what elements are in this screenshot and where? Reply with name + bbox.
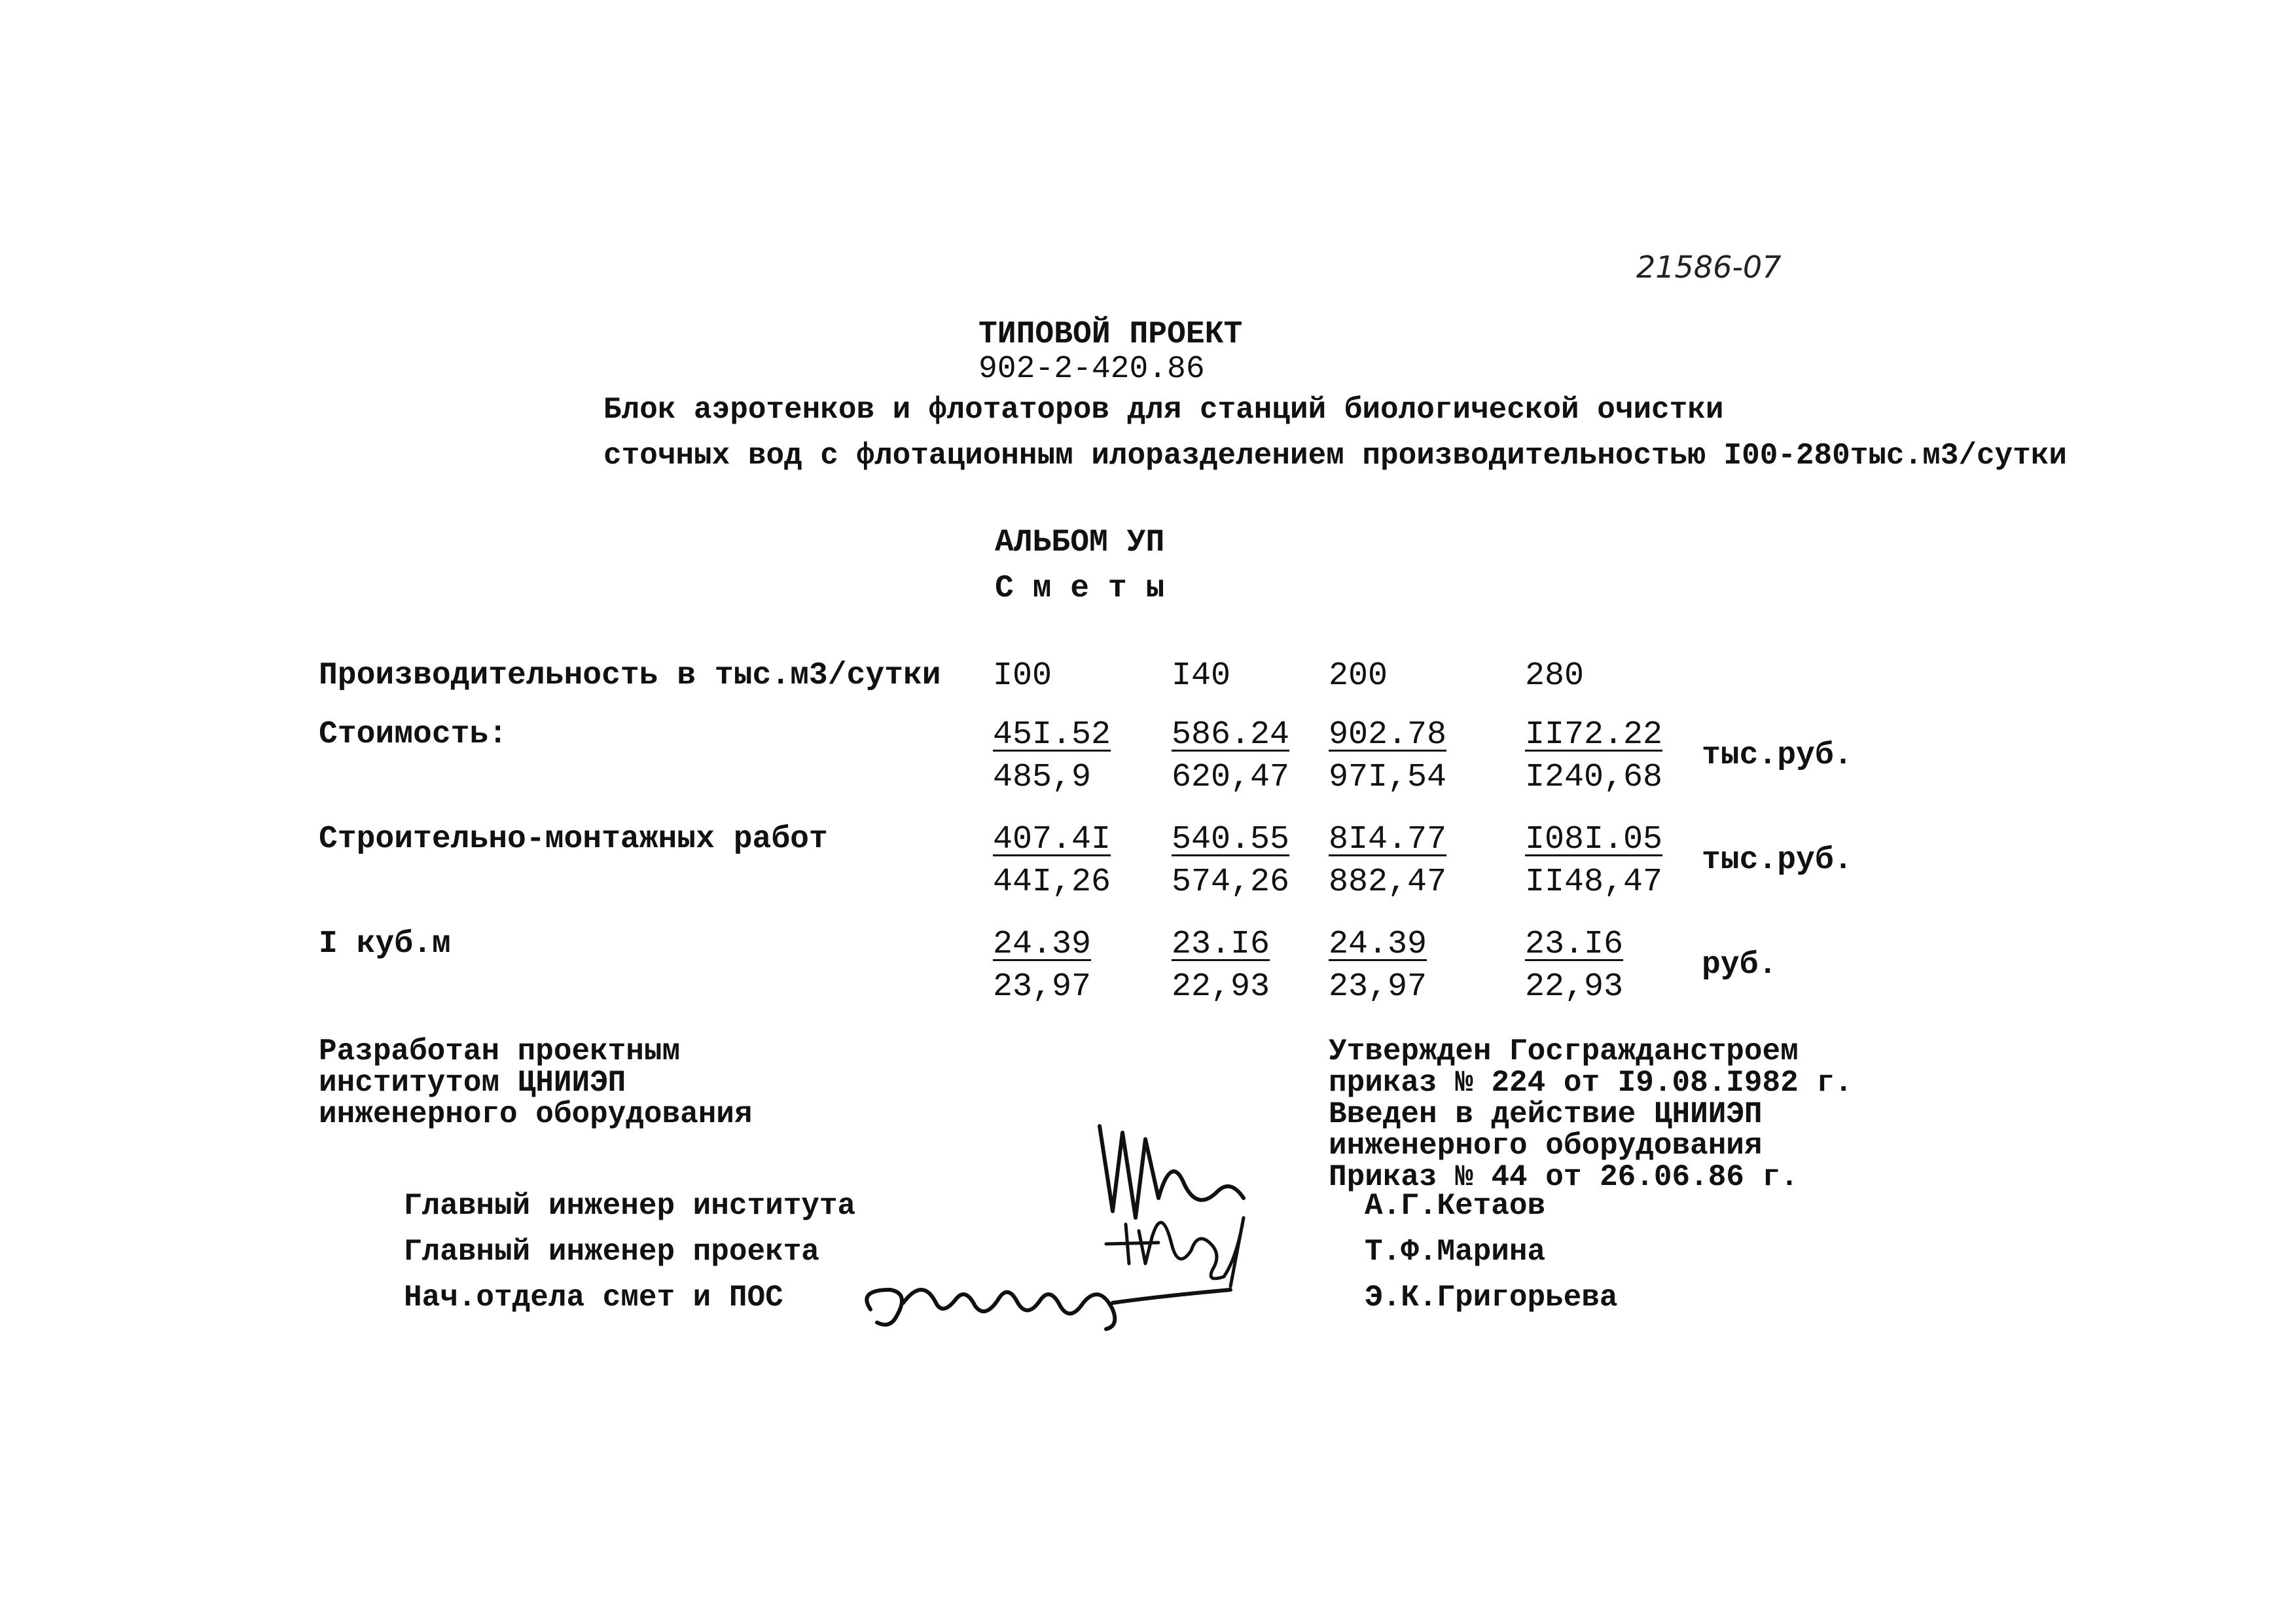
- cost-bottom-value: 485,9: [993, 759, 1092, 796]
- capacity-value: I40: [1172, 657, 1231, 695]
- row-label-per-cubic-meter: I куб.м: [319, 926, 451, 962]
- per-cubic-bottom-value: 23,97: [1329, 968, 1427, 1006]
- capacity-value: I00: [993, 657, 1052, 695]
- construction-bottom-value: 574,26: [1172, 864, 1290, 901]
- construction-bottom-value: II48,47: [1525, 864, 1663, 901]
- per-cubic-bottom-value: 22,93: [1525, 968, 1624, 1006]
- row-label-cost: Стоимость:: [319, 717, 508, 752]
- per-cubic-top-value: 23.I6: [1172, 926, 1270, 963]
- developer-line2: институтом ЦНИИЭП: [319, 1066, 626, 1100]
- cost-bottom-value: I240,68: [1525, 759, 1663, 796]
- developer-line3: инженерного оборудования: [319, 1097, 753, 1131]
- cost-top-value: II72.22: [1525, 716, 1663, 754]
- approval-line3: Введен в действие ЦНИИЭП: [1329, 1097, 1763, 1131]
- cost-top-value: 586.24: [1172, 716, 1290, 754]
- row-label-construction: Строительно-монтажных работ: [319, 822, 828, 857]
- approval-line1: Утвержден Госгражданстроем: [1329, 1034, 1799, 1068]
- signatory-position: Главный инженер института: [404, 1189, 856, 1223]
- per-cubic-unit: руб.: [1702, 947, 1778, 983]
- construction-top-value: 407.4I: [993, 821, 1111, 858]
- capacity-label: Производительность в тыс.м3/сутки: [319, 658, 941, 693]
- signatory-position: Нач.отдела смет и ПОС: [404, 1281, 783, 1315]
- per-cubic-bottom-value: 22,93: [1172, 968, 1270, 1006]
- construction-top-value: 540.55: [1172, 821, 1290, 858]
- per-cubic-top-value: 24.39: [993, 926, 1092, 963]
- signatory-name: Т.Ф.Марина: [1365, 1235, 1546, 1269]
- approval-line4: инженерного оборудования: [1329, 1129, 1763, 1163]
- cost-bottom-value: 97I,54: [1329, 759, 1447, 796]
- approval-line5: Приказ № 44 от 26.06.86 г.: [1329, 1160, 1799, 1194]
- album-title: АЛЬБОМ УП: [995, 525, 1165, 560]
- album-subtitle: С м е т ы: [995, 571, 1165, 606]
- cost-top-value: 902.78: [1329, 716, 1447, 754]
- project-type: ТИПОВОЙ ПРОЕКТ: [978, 317, 1243, 352]
- construction-top-value: 8I4.77: [1329, 821, 1447, 858]
- construction-top-value: I08I.05: [1525, 821, 1663, 858]
- construction-unit: тыс.руб.: [1702, 843, 1853, 878]
- cost-top-value: 45I.52: [993, 716, 1111, 754]
- signatory-name: Э.К.Григорьева: [1365, 1281, 1618, 1315]
- approval-line2: приказ № 224 от I9.08.I982 г.: [1329, 1066, 1853, 1100]
- developer-line1: Разработан проектным: [319, 1034, 681, 1068]
- capacity-value: 280: [1525, 657, 1585, 695]
- signatory-position: Главный инженер проекта: [404, 1235, 819, 1269]
- inventory-number: 21586-07: [1636, 249, 1782, 285]
- cost-bottom-value: 620,47: [1172, 759, 1290, 796]
- project-number: 902-2-420.86: [978, 352, 1205, 387]
- construction-bottom-value: 44I,26: [993, 864, 1111, 901]
- per-cubic-top-value: 23.I6: [1525, 926, 1624, 963]
- project-description-line2: сточных вод с флотационным илоразделением производительностью I00-280тыс.м3/сутки: [603, 439, 2067, 473]
- per-cubic-bottom-value: 23,97: [993, 968, 1092, 1006]
- construction-bottom-value: 882,47: [1329, 864, 1447, 901]
- cost-unit: тыс.руб.: [1702, 738, 1853, 773]
- capacity-value: 200: [1329, 657, 1388, 695]
- per-cubic-top-value: 24.39: [1329, 926, 1427, 963]
- signature-head-of-estimates: [851, 1264, 1244, 1342]
- signatory-name: А.Г.Кетаов: [1365, 1189, 1546, 1223]
- project-description-line1: Блок аэротенков и флотаторов для станций биологической очистки: [603, 393, 1724, 427]
